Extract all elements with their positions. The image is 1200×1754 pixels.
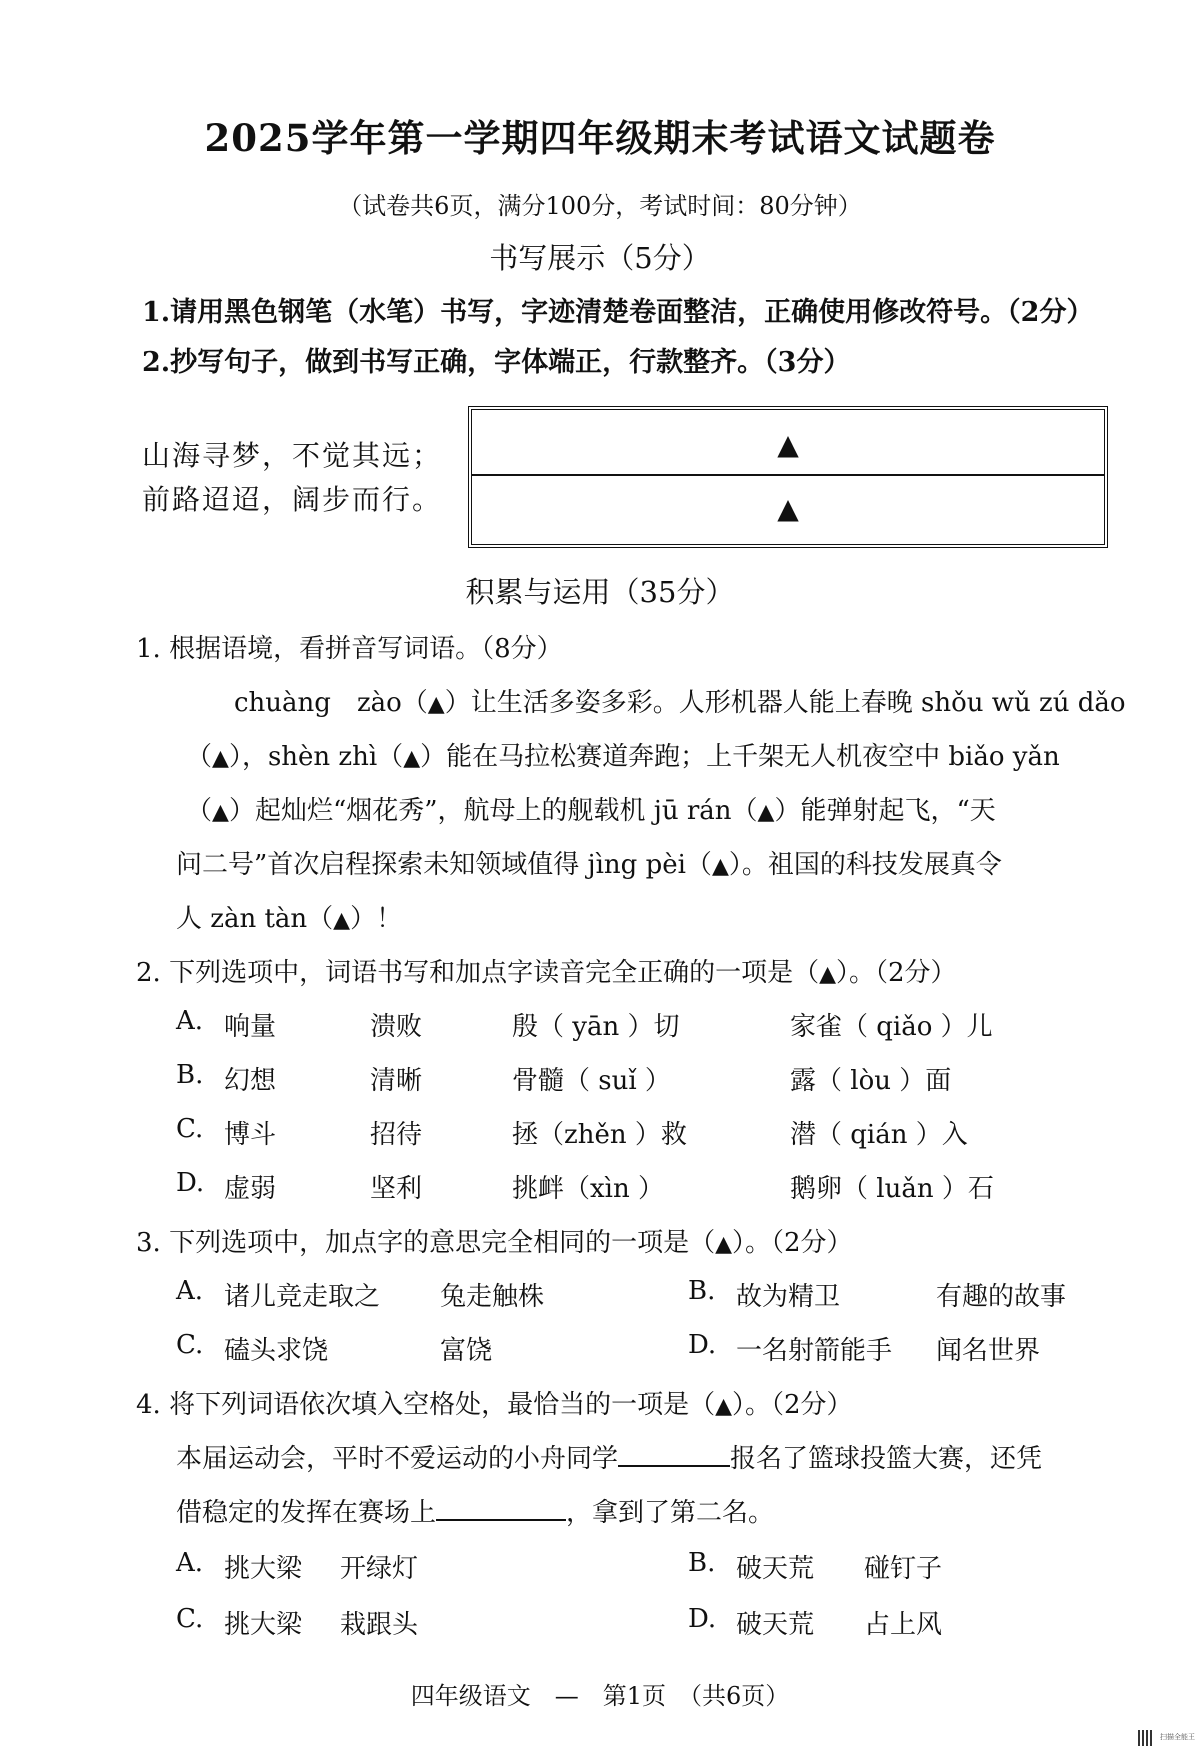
fill-blank[interactable]: [436, 1495, 566, 1521]
answer-marker: ▲: [403, 746, 421, 771]
answer-marker: ▲: [715, 1394, 732, 1419]
q1-line4: 问二号”首次启程探索未知领域值得 jìng pèi（▲）。祖国的科技发展真令: [176, 850, 1002, 880]
page-footer: 四年级语文 — 第1页 （共6页）: [410, 1682, 790, 1710]
q4-passage-line2: 借稳定的发挥在赛场上 ，拿到了第二名。: [176, 1492, 774, 1529]
q1-line3: （▲）起灿烂“烟花秀”，航母上的舰载机 jū rán（▲）能弹射起飞，“天: [186, 796, 996, 826]
exam-page: 2025学年第一学期四年级期末考试语文试题卷 （试卷共6页，满分100分，考试时间：80分钟） 书写展示（5分） 1.请用黑色钢笔（水笔）书写，字迹清楚卷面整洁，正确使用修改符号。（2分） 2.抄写句子，做到书写正确，字体端正，行款整齐。（3分） 山海寻梦，不觉其远； 前路迢迢，阔步而行。 ▲ ▲ 积累与运用（35分） 1. 根据语境，看拼音写词语。（8分） chuàng zào（▲）让生活多姿多彩。人形机器人能上春晚 shǒu wǔ zú dǎo （▲），shèn zhì（▲）能在马拉松赛道奔跑；上千架无人机夜空中 biǎo yǎn （▲）起灿烂“烟花秀”，航母上的舰载机 jū rán（▲）能弹射起飞，“天 问二号”首次启程探索未知领域值得 jìng pèi（▲）。祖国的科技发展真令 人 zàn tàn（▲）！ 2. 下列选项中，词语书写和加点字读音完全正确的一项是（▲）。（2分） A. 响量 溃败 殷（ yān ）切 家雀（ qiǎo ）儿 B. 幻想 清晰 骨髓（ suǐ ） 露（ lòu ）面 C. 博斗 招待 拯（zhěn ）救 潜（ qián ）入 D. 虚弱 坚利 挑衅（xìn ） 鹅卵（ luǎn ）石 3. 下列选项中，加点字的意思完全相同的一项是（▲）。（2分） A. 诸儿竞走取之 兔走触株 B. 故为精卫 有趣的故事 C. 磕头求饶 富饶 D. 一名射箭能手 闻名世界 4. 将下列词语依次填入空格处，最恰当的一项是（▲）。（2分） 本届运动会，平时不爱运动的小舟同学 报名了篮球投篮大赛，还凭 借稳定的发挥在赛场上 ，拿到了第二名。 A. 挑大梁 开绿灯 B. 破天荒 碰钉子 C. 挑大梁 栽跟头 D. 破天荒 占上风 四年级语文 — 第1页 （共6页） 扫描全能王: [0, 0, 1200, 1754]
answer-marker: ▲: [777, 492, 799, 525]
section-heading-writing: 书写展示（5分）: [489, 241, 711, 275]
writing-box[interactable]: [468, 406, 1108, 548]
q1-line5: 人 zàn tàn（▲）！: [176, 904, 403, 934]
box-divider: [472, 474, 1104, 476]
q1-stem: 1. 根据语境，看拼音写词语。（8分）: [136, 634, 563, 664]
q4-passage-line1: 本届运动会，平时不爱运动的小舟同学 报名了篮球投篮大赛，还凭: [176, 1438, 1042, 1475]
qr-code-icon: [1138, 1730, 1154, 1746]
writing-q1: 1.请用黑色钢笔（水笔）书写，字迹清楚卷面整洁，正确使用修改符号。（2分）: [142, 297, 1094, 328]
answer-marker: ▲: [819, 962, 836, 987]
section-heading-accumulation: 积累与运用（35分）: [465, 575, 735, 609]
fill-blank[interactable]: [618, 1441, 730, 1467]
q3-stem: 3. 下列选项中，加点字的意思完全相同的一项是（▲）。（2分）: [136, 1228, 853, 1258]
copy-text-line2: 前路迢迢，阔步而行。: [142, 483, 443, 516]
answer-marker: ▲: [212, 746, 229, 771]
answer-marker: ▲: [777, 428, 799, 461]
q1-line2: （▲），shèn zhì（▲）能在马拉松赛道奔跑；上千架无人机夜空中 biǎo yǎn: [186, 742, 1060, 772]
q4-stem: 4. 将下列词语依次填入空格处，最恰当的一项是（▲）。（2分）: [136, 1390, 853, 1420]
answer-marker: ▲: [757, 800, 775, 825]
watermark: 扫描全能王: [1160, 1733, 1195, 1741]
copy-text-line1: 山海寻梦，不觉其远；: [142, 439, 443, 472]
page-subtitle: （试卷共6页，满分100分，考试时间：80分钟）: [338, 192, 862, 220]
q1-line1: chuàng zào（▲）让生活多姿多彩。人形机器人能上春晚 shǒu wǔ zú dǎo: [234, 688, 1126, 718]
q2-stem: 2. 下列选项中，词语书写和加点字读音完全正确的一项是（▲）。（2分）: [136, 958, 957, 988]
answer-marker: ▲: [427, 692, 445, 717]
writing-q2: 2.抄写句子，做到书写正确，字体端正，行款整齐。（3分）: [142, 347, 851, 378]
answer-marker: ▲: [333, 908, 351, 933]
answer-marker: ▲: [711, 854, 729, 879]
page-title: 2025学年第一学期四年级期末考试语文试题卷: [204, 116, 996, 160]
answer-marker: ▲: [212, 800, 229, 825]
answer-marker: ▲: [715, 1232, 732, 1257]
